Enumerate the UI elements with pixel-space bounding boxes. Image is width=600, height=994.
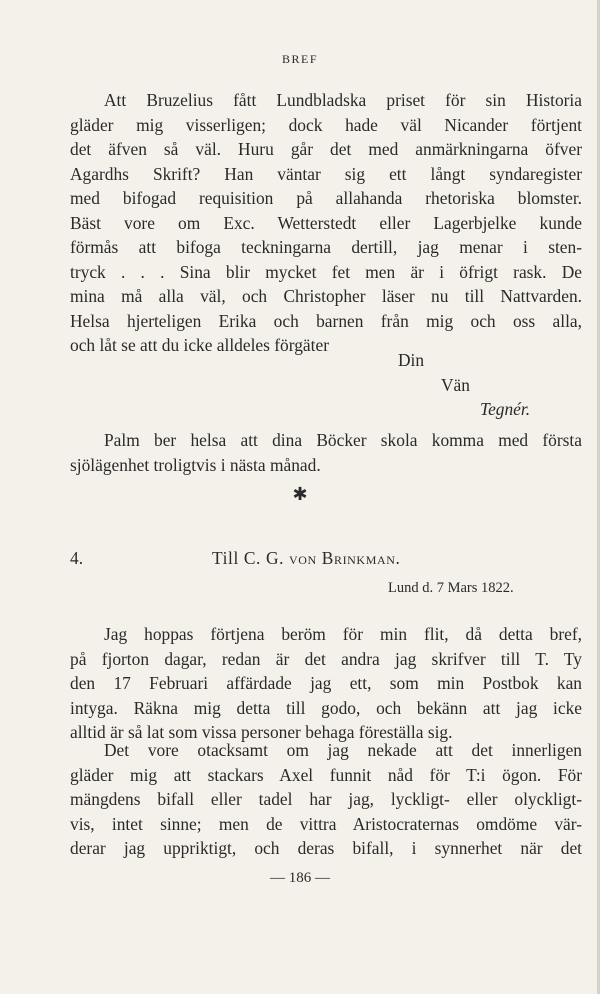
text-line: derar jag uppriktigt, och deras bifall, i synnerhet när det xyxy=(70,838,582,858)
text-line: Att Bruzelius fått Lundbladska priset för sin Historia xyxy=(104,90,582,110)
asterism-icon: ✱ xyxy=(292,484,308,504)
text-line: på fjorton dagar, redan är det andra jag skrifver till T. Ty xyxy=(70,648,582,669)
text-line: det äfven så väl. Huru går det med anmärkningarna öfver xyxy=(70,139,582,159)
text-line: med bifogad requisition på allahanda rhetoriska blomster. xyxy=(70,188,582,208)
letter-number: 4. xyxy=(70,548,84,568)
text-line: Palm ber helsa att dina Böcker skola komma med första xyxy=(104,430,582,450)
text-line: Det vore otacksamt om jag nekade att det innerligen xyxy=(104,740,582,760)
text-line: vis, intet sinne; men de vittra Aristocraternas omdöme vär- xyxy=(70,813,582,834)
text-line: Bäst vore om Exc. Wetterstedt eller Lagerbjelke kunde xyxy=(70,212,582,233)
text-line: gläder mig att stackars Axel funnit nåd för T:i ögon. För xyxy=(70,764,582,785)
letter-heading xyxy=(212,548,400,569)
text-line: mina må alla väl, och Christopher läser nu till Nattvarden. xyxy=(70,286,582,306)
text-line: sjölägenhet troligtvis i nästa månad. xyxy=(70,454,321,475)
closing-din: Din xyxy=(398,350,425,370)
dateline: Lund d. 7 Mars 1822. xyxy=(388,580,514,596)
text-line: mängdens bifall eller tadel har jag, lyckligt- eller olyckligt- xyxy=(70,789,582,809)
signature: Tegnér. xyxy=(480,399,531,419)
letter-two-para-1 xyxy=(70,622,582,745)
text-line: intyga. Räkna mig detta till godo, och bekänn att jag icke xyxy=(70,697,582,718)
letter-one-body xyxy=(70,88,582,358)
text-line: den 17 Februari affärdade jag ett, som min Postbok kan xyxy=(70,673,582,693)
text-line: Helsa hjerteligen Erika och barnen från mig och oss alla, xyxy=(70,310,582,331)
letter-two-para-2 xyxy=(70,738,582,861)
text-line: alltid är så lat som vissa personer behaga föreställa sig. xyxy=(70,722,453,742)
heading-prefix: Till C. G. xyxy=(212,548,285,568)
text-line: tryck . . . Sina blir mycket fet men är i öfrigt rask. De xyxy=(70,261,582,282)
closing-van: Vän xyxy=(441,375,470,395)
heading-name: von Brinkman. xyxy=(289,548,401,568)
text-line: Jag hoppas förtjena beröm för min flit, då detta bref, xyxy=(104,624,582,644)
page-number: — 186 — xyxy=(270,870,330,886)
text-line: Agardhs Skrift? Han väntar sig ett långt syndaregister xyxy=(70,163,582,184)
text-line: förmås att bifoga teckningarna dertill, jag menar i sten- xyxy=(70,237,582,257)
text-line: och låt se att du icke alldeles förgäter xyxy=(70,335,329,355)
running-head: BREF xyxy=(281,52,318,66)
postscript xyxy=(70,428,582,477)
text-line: gläder mig visserligen; dock hade väl Nicander förtjent xyxy=(70,114,582,135)
